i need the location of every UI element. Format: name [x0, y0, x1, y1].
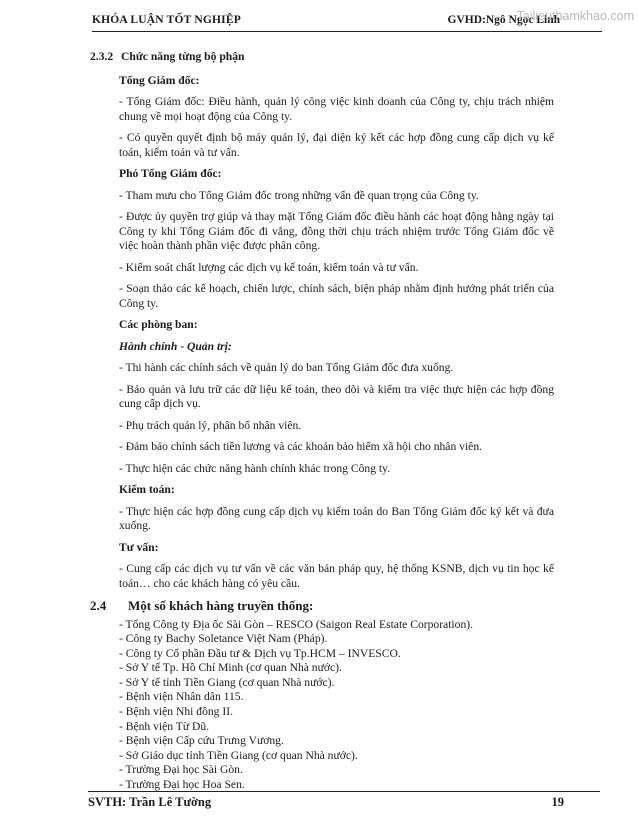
paragraph: - Đảm bảo chính sách tiền lương và các khoản bảo hiểm xã hội cho nhân viên. [119, 440, 483, 453]
heading-tong-giam-doc: Tổng Giám đốc: [119, 73, 200, 87]
thesis-title: KHÓA LUẬN TỐT NGHIỆP [92, 14, 241, 26]
section-number: 2.3.2 [90, 50, 114, 63]
paragraph: - Thi hành các chính sách về quản lý do ban Tổng Giám đốc đưa xuống. [119, 361, 454, 374]
page-body [90, 50, 554, 793]
client-list [119, 618, 554, 793]
paragraph: - Kiểm soát chất lượng các dịch vụ kế toán, kiểm toán và tư vấn. [119, 260, 419, 274]
paragraph: - Cung cấp các dịch vụ tư vấn về các văn bản pháp quy, hệ thống KSNB, dịch vụ tin học kế toán… cho các khách hàng có yêu cầu. [119, 562, 554, 590]
list-item: - Bệnh viện Nhi đồng II. [119, 705, 233, 719]
list-item: - Bệnh viện Cấp cứu Trưng Vương. [119, 734, 284, 748]
paragraph: - Soạn thảo các kế hoạch, chiến lược, chính sách, biện pháp nhằm định hướng phát triển của Công ty. [119, 282, 554, 310]
list-item: - Bệnh viện Từ Dũ. [119, 719, 210, 733]
list-item: - Bệnh viện Nhân dân 115. [119, 690, 244, 704]
list-item: - Công ty Cổ phần Đầu tư & Dịch vụ Tp.HCM – INVESCO. [119, 646, 401, 660]
section-title: Một số khách hàng truyền thống: [128, 598, 314, 613]
paragraph: - Bảo quản và lưu trữ các dữ liệu kế toán, theo dõi và kiểm tra việc thực hiện các hợp đồng cung cấp dịch vụ. [119, 382, 554, 410]
list-item: - Công ty Bachy Soletance Việt Nam (Pháp). [119, 632, 328, 646]
heading-cac-phong-ban: Các phòng ban: [119, 318, 198, 331]
list-item: - Sở Giáo dục tỉnh Tiền Giang (cơ quan Nhà nước). [119, 748, 358, 762]
advisor-name: GVHD:Ngô Ngọc Linh [447, 14, 560, 26]
list-item: - Trường Đại học Hoa Sen. [119, 778, 245, 792]
page-footer [88, 795, 564, 810]
section-heading-2-4 [90, 599, 554, 614]
paragraph: - Tham mưu cho Tổng Giám đốc trong những vấn đề quan trọng của Công ty. [119, 188, 479, 202]
header-divider [92, 31, 602, 32]
heading-tu-van: Tư vấn: [119, 540, 159, 554]
list-item: - Sở Y tế Tp. Hồ Chí Minh (cơ quan Nhà nước). [119, 661, 342, 675]
footer-divider [88, 791, 600, 792]
paragraph: - Thực hiện các hợp đồng cung cấp dịch vụ kiểm toán do Ban Tổng Giám đốc ký kết và đưa xuống. [119, 504, 554, 532]
paragraph: - Tổng Giám đốc: Điều hành, quản lý công việc kinh doanh của Công ty, chịu trách nhiệm chung về mọi hoạt động của Công ty. [119, 95, 554, 123]
heading-kiem-toan: Kiểm toán: [119, 483, 175, 496]
heading-hanh-chinh-quan-tri: Hành chính - Quản trị: [119, 339, 232, 353]
section-heading-2-3-2 [90, 50, 554, 65]
section-title: Chức năng từng bộ phận [121, 50, 245, 63]
watermark: Tailieuthamkhao.com [516, 9, 634, 23]
paragraph: - Có quyền quyết định bộ máy quản lý, đại diện ký kết các hợp đồng cung cấp dịch vụ kế toán, kiểm toán và tư vấn. [119, 131, 554, 159]
student-name: SVTH: Trần Lê Tường [88, 795, 212, 809]
page-header [92, 9, 634, 30]
list-item: - Trường Đại học Sài Gòn. [119, 763, 243, 777]
list-item: - Sở Y tế tỉnh Tiền Giang (cơ quan Nhà nước). [119, 675, 335, 689]
heading-pho-tong-giam-doc: Phó Tổng Giám đốc: [119, 167, 222, 180]
paragraph: - Phụ trách quản lý, phân bổ nhân viên. [119, 418, 302, 432]
paragraph: - Được ủy quyền trợ giúp và thay mặt Tổng Giám đốc điều hành các hoạt động hằng ngày tại Công ty khi Tổng Giám đốc đi vắng, đồng thời chịu trách nhiệm trước Tổng Giám đốc về việc hoàn thành phần việc được phân công. [119, 210, 554, 252]
list-item: - Tổng Công ty Địa ốc Sài Gòn – RESCO (Saigon Real Estate Corporation). [119, 617, 473, 631]
section-number: 2.4 [90, 598, 107, 613]
paragraph: - Thực hiện các chức năng hành chính khác trong Công ty. [119, 461, 391, 475]
page-number: 19 [551, 795, 564, 809]
